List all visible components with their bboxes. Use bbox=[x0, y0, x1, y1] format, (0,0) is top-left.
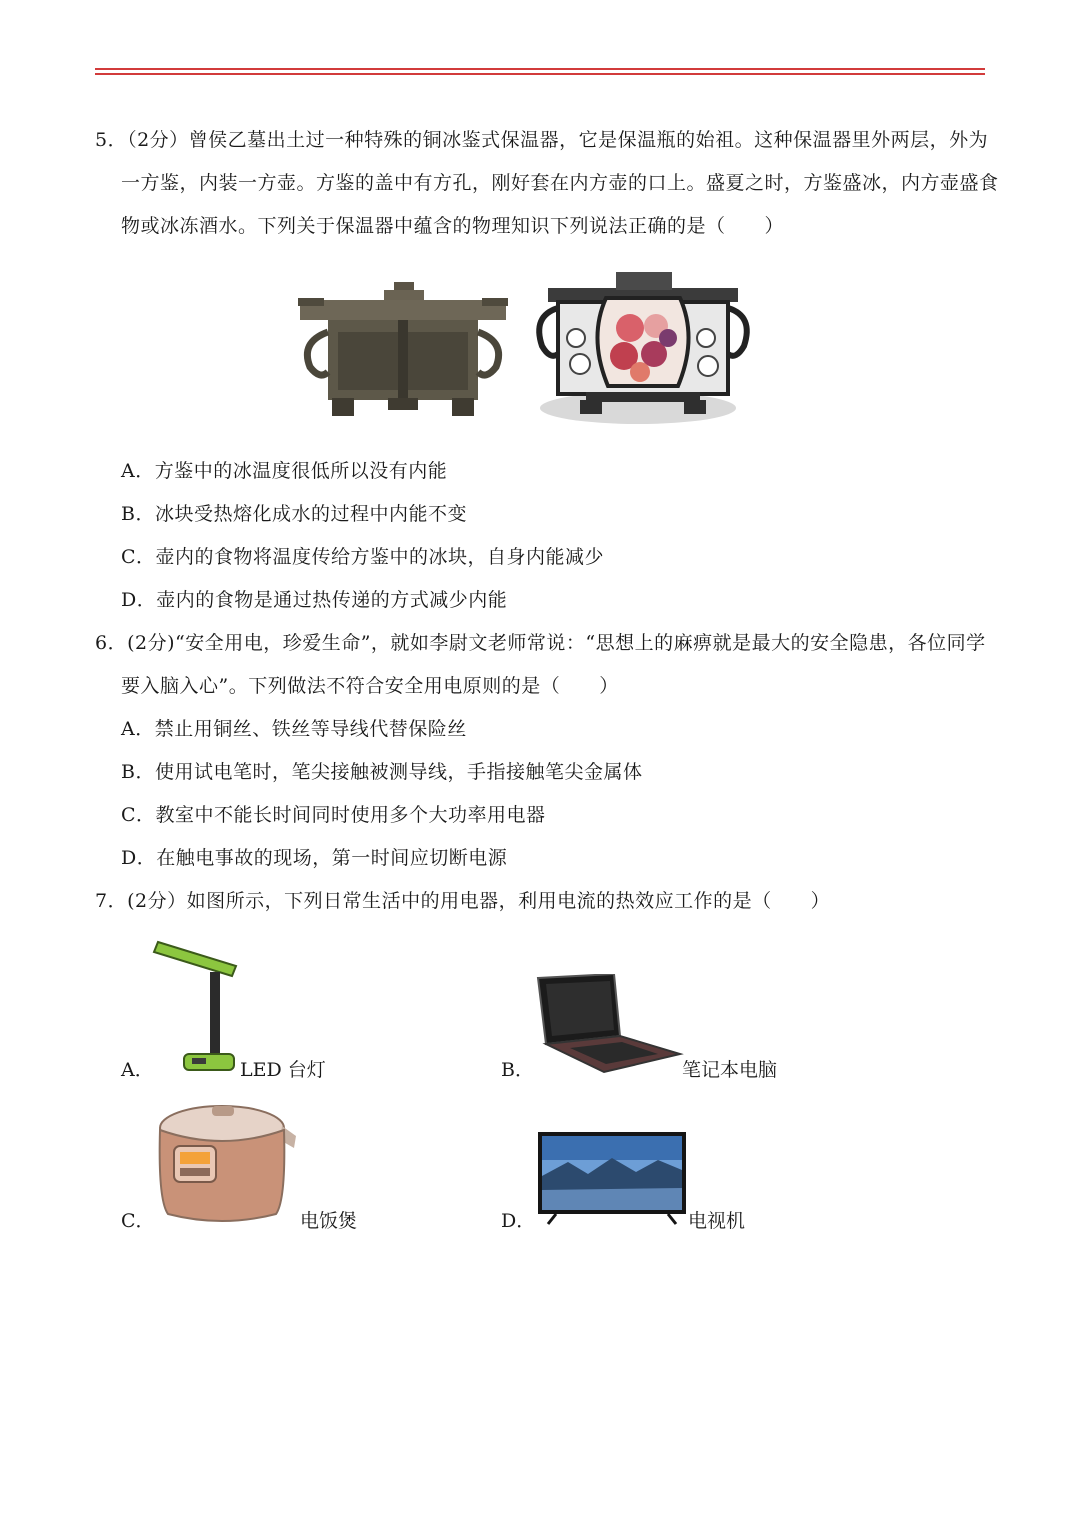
desk-lamp-icon bbox=[150, 936, 242, 1078]
q5-option-b: B．冰块受热熔化成水的过程中内能不变 bbox=[121, 503, 467, 525]
q6-option-d: D．在触电事故的现场，第一时间应切断电源 bbox=[121, 847, 508, 869]
q7-stem: 7．(2分）如图所示，下列日常生活中的用电器，利用电流的热效应工作的是（ ） bbox=[95, 890, 831, 912]
q6-option-c: C．教室中不能长时间同时使用多个大功率用电器 bbox=[121, 804, 546, 826]
q7-option-a-caption: LED 台灯 bbox=[240, 1059, 326, 1081]
header-rule-bottom bbox=[95, 73, 985, 75]
q7-option-b-letter: B． bbox=[501, 1059, 534, 1081]
q7-option-c-caption: 电饭煲 bbox=[300, 1210, 358, 1232]
q7-option-c-letter: C． bbox=[121, 1210, 155, 1232]
q7-option-d-caption: 电视机 bbox=[688, 1210, 746, 1232]
q6-stem-line-2: 要入脑入心”。下列做法不符合安全用电原则的是（ ） bbox=[121, 675, 619, 697]
television-icon bbox=[538, 1132, 686, 1226]
header-rule-top bbox=[95, 68, 985, 70]
q5-option-c: C．壶内的食物将温度传给方鉴中的冰块，自身内能减少 bbox=[121, 546, 605, 568]
q7-option-b-caption: 笔记本电脑 bbox=[682, 1059, 778, 1081]
q6-stem-line-1: 6．(2分)“安全用电，珍爱生命”，就如李尉文老师常说：“思想上的麻痹就是最大的安全隐患，各位同学 bbox=[95, 632, 986, 654]
q5-stem-line-1: 5．（2分）曾侯乙墓出土过一种特殊的铜冰鉴式保温器，它是保温瓶的始祖。这种保温器里外两层，外为 bbox=[95, 129, 989, 151]
rice-cooker-icon bbox=[154, 1100, 300, 1228]
q7-option-d-letter: D． bbox=[501, 1210, 536, 1232]
bronze-jian-photo bbox=[298, 282, 508, 422]
q5-option-a: A．方鉴中的冰温度很低所以没有内能 bbox=[121, 460, 448, 482]
q5-stem-line-2: 一方鉴，内装一方壶。方鉴的盖中有方孔，刚好套在内方壶的口上。盛夏之时，方鉴盛冰，内方壶盛食 bbox=[121, 172, 999, 194]
q7-option-a-letter: A． bbox=[121, 1059, 154, 1081]
laptop-icon bbox=[534, 974, 684, 1074]
q5-option-d: D．壶内的食物是通过热传递的方式减少内能 bbox=[121, 589, 508, 611]
q6-option-a: A．禁止用铜丝、铁丝等导线代替保险丝 bbox=[121, 718, 467, 740]
jian-illustration bbox=[528, 268, 760, 428]
q6-option-b: B．使用试电笔时，笔尖接触被测导线，手指接触笔尖金属体 bbox=[121, 761, 643, 783]
q5-stem-line-3: 物或冰冻酒水。下列关于保温器中蕴含的物理知识下列说法正确的是（ ） bbox=[121, 215, 785, 237]
